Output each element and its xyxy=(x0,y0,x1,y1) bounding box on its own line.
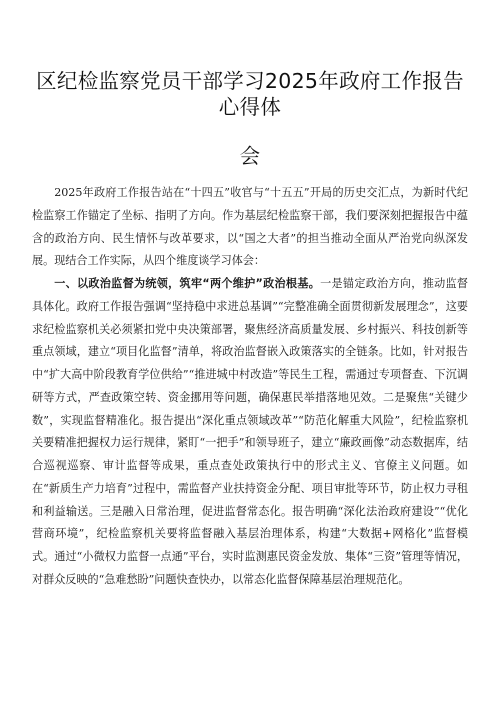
intro-paragraph: 2025年政府工作报告站在“十四五”收官与“十五五”开局的历史交汇点，为新时代纪检监察工作锚定了坐标、指明了方向。作为基层纪检监察干部，我们要深刻把握报告中蕴含的政治方向、民生情怀与改革要求，以“国之大者”的担当推动全面从严治党向纵深发展。现结合工作实际，从四个维度谈学习体会： xyxy=(32,186,468,268)
document-body xyxy=(32,182,468,592)
document-title xyxy=(32,68,468,169)
document-title-line2: 会 xyxy=(239,144,261,168)
section1-paragraph xyxy=(32,273,468,592)
document-title-line1: 区纪检监察党员干部学习2025年政府工作报告心得体 xyxy=(36,69,464,119)
section1-heading: 一、以政治监督为统领，筑牢“两个维护”政治根基。 xyxy=(54,277,321,290)
section1-text: 一是锚定政治方向，推动监督具体化。政府工作报告强调“坚持稳中求进总基调”“完整准确全面贯彻新发展理念”，这要求纪检监察机关必须紧扣党中央决策部署，聚焦经济高质量发展、乡村振兴、科技创新等重点领域，建立“项目化监督”清单，将政治监督嵌入政策落实的全链条。比如，针对报告中“扩大高中阶段教育学位供给”“推进城中村改造”等民生工程，需通过专项督查、下沉调研等方式，严查政策空转、资金挪用等问题，确保惠民举措落地见效。二是聚焦“关键少数”，实现监督精准化。报告提出“深化重点领域改革”“防范化解重大风险”，纪检监察机关要精准把握权力运行规律，紧盯“一把手”和领导班子，建立“廉政画像”动态数据库，结合巡视巡察、审计监督等成果，重点查处政策执行中的形式主义、官僚主义问题。如在“新质生产力培育”过程中，需监督产业扶持资金分配、项目审批等环节，防止权力寻租和利益输送。三是融入日常治理，促进监督常态化。报告明确“深化法治政府建设”“优化营商环境”，纪检监察机关要将监督融入基层治理体系，构建“大数据+网格化”监督模式。通过“小微权力监督一点通”平台，实时监测惠民资金发放、集体“三资”管理等情况，对群众反映的“急难愁盼”问题快查快办，以常态化监督保障基层治理规范化。 xyxy=(32,277,468,586)
